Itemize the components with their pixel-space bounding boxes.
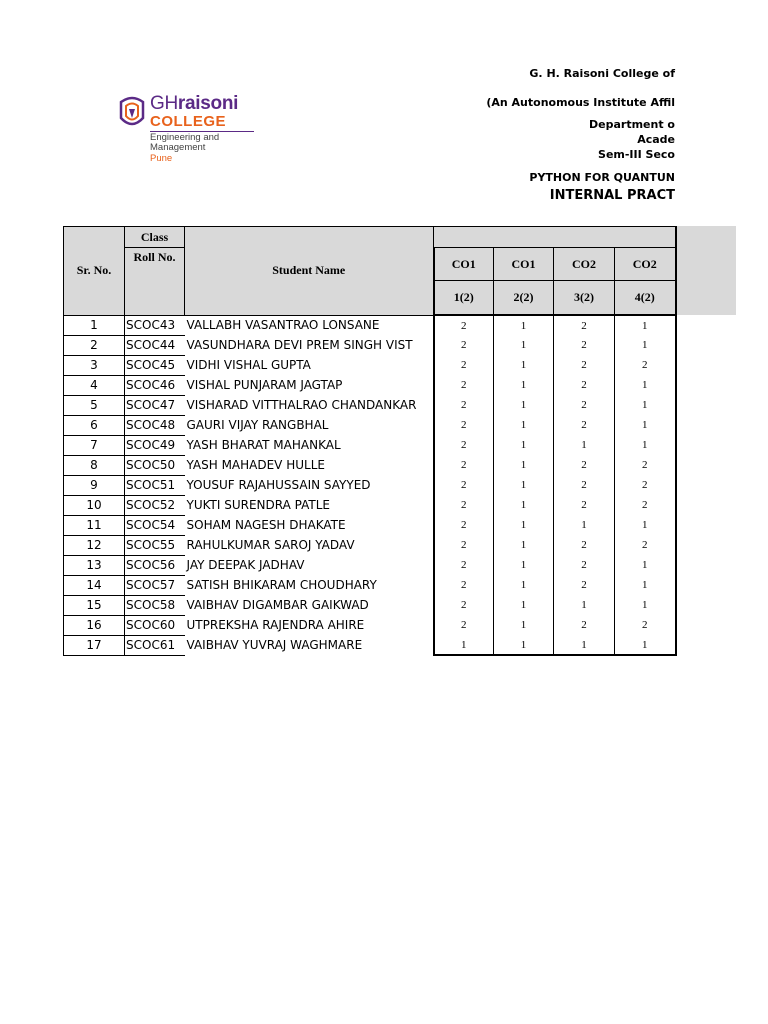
question-header: 3(2) xyxy=(554,281,615,316)
question-header: 1(2) xyxy=(434,281,494,316)
mark-cell: 2 xyxy=(434,495,494,515)
mark-cell: 1 xyxy=(494,415,554,435)
marks-table xyxy=(63,226,677,656)
mark-cell: 1 xyxy=(554,595,615,615)
student-name-cell: VIDHI VISHAL GUPTA xyxy=(186,358,311,372)
col-header-student-name: Student Name xyxy=(185,227,434,316)
student-name-cell: RAHULKUMAR SAROJ YADAV xyxy=(186,538,355,552)
table-row xyxy=(64,315,676,335)
mark-cell: 2 xyxy=(434,315,494,335)
mark-cell: 1 xyxy=(615,395,676,415)
mark-cell: 2 xyxy=(554,415,615,435)
table-row xyxy=(64,495,676,515)
sr-no-cell: 15 xyxy=(64,595,125,615)
roll-no-cell: SCOC48 xyxy=(125,415,185,435)
mark-cell: 2 xyxy=(554,555,615,575)
mark-cell: 2 xyxy=(434,395,494,415)
mark-cell: 2 xyxy=(434,515,494,535)
roll-no-cell: SCOC46 xyxy=(125,375,185,395)
mark-cell: 2 xyxy=(615,475,676,495)
sr-no-cell: 11 xyxy=(64,515,125,535)
sr-no-cell: 13 xyxy=(64,555,125,575)
sr-no-cell: 9 xyxy=(64,475,125,495)
sr-no-cell: 12 xyxy=(64,535,125,555)
co-header: CO1 xyxy=(434,248,494,281)
student-name-cell: YASH MAHADEV HULLE xyxy=(186,458,325,472)
mark-cell: 2 xyxy=(434,355,494,375)
table-row xyxy=(64,355,676,375)
mark-cell: 1 xyxy=(494,615,554,635)
mark-cell: 1 xyxy=(494,595,554,615)
student-name-cell: SATISH BHIKARAM CHOUDHARY xyxy=(186,578,377,592)
co-header-band xyxy=(434,227,676,248)
table-row xyxy=(64,535,676,555)
student-name-cell: JAY DEEPAK JADHAV xyxy=(186,558,305,572)
table-row xyxy=(64,575,676,595)
student-name-cell: GAURI VIJAY RANGBHAL xyxy=(186,418,329,432)
mark-cell: 2 xyxy=(615,535,676,555)
header-autonomous: (An Autonomous Institute Affil xyxy=(486,96,675,109)
mark-cell: 2 xyxy=(615,615,676,635)
mark-cell: 1 xyxy=(494,435,554,455)
mark-cell: 1 xyxy=(434,635,494,655)
college-logo xyxy=(117,92,265,168)
student-name-cell: VALLABH VASANTRAO LONSANE xyxy=(186,318,380,333)
roll-no-cell: SCOC56 xyxy=(125,555,185,575)
sr-no-cell: 4 xyxy=(64,375,125,395)
table-row xyxy=(64,415,676,435)
table-row xyxy=(64,395,676,415)
table-row xyxy=(64,615,676,635)
mark-cell: 1 xyxy=(494,355,554,375)
roll-no-cell: SCOC50 xyxy=(125,455,185,475)
mark-cell: 2 xyxy=(615,455,676,475)
sr-no-cell: 14 xyxy=(64,575,125,595)
mark-cell: 2 xyxy=(434,555,494,575)
mark-cell: 2 xyxy=(434,595,494,615)
sr-no-cell: 5 xyxy=(64,395,125,415)
mark-cell: 1 xyxy=(494,455,554,475)
mark-cell: 1 xyxy=(615,415,676,435)
table-row xyxy=(64,515,676,535)
mark-cell: 1 xyxy=(494,395,554,415)
brand-city: Pune xyxy=(150,153,173,164)
header-department: Department o xyxy=(589,118,675,131)
table-row xyxy=(64,555,676,575)
mark-cell: 2 xyxy=(615,355,676,375)
student-rows xyxy=(64,315,676,655)
mark-cell: 2 xyxy=(554,495,615,515)
header-exam-title: INTERNAL PRACT xyxy=(549,188,675,203)
student-name-cell: VISHARAD VITTHALRAO CHANDANKAR xyxy=(186,398,417,412)
mark-cell: 1 xyxy=(554,515,615,535)
header-grey-band xyxy=(676,226,736,315)
roll-no-cell: SCOC49 xyxy=(125,435,185,455)
mark-cell: 2 xyxy=(434,335,494,355)
mark-cell: 1 xyxy=(494,335,554,355)
col-header-class: Class xyxy=(125,227,185,248)
brand-college: COLLEGE xyxy=(150,113,227,130)
mark-cell: 1 xyxy=(494,495,554,515)
header-academic: Acade xyxy=(637,133,675,146)
header-subject: PYTHON FOR QUANTUN xyxy=(529,171,675,184)
mark-cell: 2 xyxy=(434,615,494,635)
mark-cell: 2 xyxy=(554,615,615,635)
student-name-cell: VAIBHAV YUVRAJ WAGHMARE xyxy=(186,638,363,652)
mark-cell: 1 xyxy=(494,635,554,655)
sr-no-cell: 17 xyxy=(64,635,125,655)
co-header: CO2 xyxy=(554,248,615,281)
student-name-cell: YUKTI SURENDRA PATLE xyxy=(186,498,330,512)
mark-cell: 1 xyxy=(554,435,615,455)
mark-cell: 1 xyxy=(494,575,554,595)
student-name-cell: SOHAM NAGESH DHAKATE xyxy=(186,518,346,532)
mark-cell: 1 xyxy=(615,635,676,655)
sr-no-cell: 7 xyxy=(64,435,125,455)
mark-cell: 1 xyxy=(615,375,676,395)
table-row xyxy=(64,595,676,615)
roll-no-cell: SCOC60 xyxy=(125,615,185,635)
mark-cell: 1 xyxy=(554,635,615,655)
roll-no-cell: SCOC43 xyxy=(125,315,185,335)
mark-cell: 2 xyxy=(554,535,615,555)
mark-cell: 2 xyxy=(434,475,494,495)
roll-no-cell: SCOC54 xyxy=(125,515,185,535)
header-college-name: G. H. Raisoni College of xyxy=(529,67,675,80)
table-row xyxy=(64,635,676,655)
roll-no-cell: SCOC57 xyxy=(125,575,185,595)
roll-no-cell: SCOC61 xyxy=(125,635,185,655)
mark-cell: 1 xyxy=(615,335,676,355)
roll-no-cell: SCOC58 xyxy=(125,595,185,615)
table-row xyxy=(64,335,676,355)
mark-cell: 2 xyxy=(434,575,494,595)
sr-no-cell: 3 xyxy=(64,355,125,375)
roll-no-cell: SCOC52 xyxy=(125,495,185,515)
mark-cell: 1 xyxy=(494,535,554,555)
table-row xyxy=(64,375,676,395)
roll-no-cell: SCOC44 xyxy=(125,335,185,355)
mark-cell: 2 xyxy=(554,475,615,495)
co-header: CO1 xyxy=(494,248,554,281)
mark-cell: 1 xyxy=(494,515,554,535)
roll-no-cell: SCOC45 xyxy=(125,355,185,375)
question-header: 4(2) xyxy=(615,281,676,316)
brand-wordmark: GHraisoni xyxy=(150,93,239,114)
student-name-cell: YASH BHARAT MAHANKAL xyxy=(186,438,341,452)
sr-no-cell: 2 xyxy=(64,335,125,355)
mark-cell: 1 xyxy=(615,515,676,535)
student-name-cell: VISHAL PUNJARAM JAGTAP xyxy=(186,378,343,392)
mark-cell: 2 xyxy=(554,395,615,415)
mark-cell: 1 xyxy=(494,475,554,495)
col-header-roll-no: Roll No. xyxy=(125,248,185,316)
mark-cell: 2 xyxy=(554,455,615,475)
mark-cell: 2 xyxy=(615,495,676,515)
mark-cell: 1 xyxy=(615,435,676,455)
table-row xyxy=(64,435,676,455)
mark-cell: 1 xyxy=(494,375,554,395)
student-name-cell: VASUNDHARA DEVI PREM SINGH VIST xyxy=(186,338,413,352)
sr-no-cell: 16 xyxy=(64,615,125,635)
mark-cell: 2 xyxy=(554,355,615,375)
mark-cell: 2 xyxy=(554,375,615,395)
mark-cell: 2 xyxy=(554,315,615,335)
mark-cell: 1 xyxy=(615,575,676,595)
roll-no-cell: SCOC51 xyxy=(125,475,185,495)
mark-cell: 1 xyxy=(615,595,676,615)
mark-cell: 2 xyxy=(434,455,494,475)
sr-no-cell: 8 xyxy=(64,455,125,475)
mark-cell: 1 xyxy=(494,315,554,335)
mark-cell: 2 xyxy=(434,415,494,435)
student-name-cell: UTPREKSHA RAJENDRA AHIRE xyxy=(186,618,365,632)
mark-cell: 2 xyxy=(554,335,615,355)
table-row xyxy=(64,455,676,475)
brand-subtitle: Engineering and Management xyxy=(150,132,220,153)
roll-no-cell: SCOC47 xyxy=(125,395,185,415)
mark-cell: 2 xyxy=(554,575,615,595)
table-row xyxy=(64,475,676,495)
mark-cell: 1 xyxy=(615,315,676,335)
sr-no-cell: 6 xyxy=(64,415,125,435)
mark-cell: 1 xyxy=(494,555,554,575)
mark-cell: 1 xyxy=(615,555,676,575)
sr-no-cell: 1 xyxy=(64,315,125,335)
student-name-cell: VAIBHAV DIGAMBAR GAIKWAD xyxy=(186,598,369,612)
question-header: 2(2) xyxy=(494,281,554,316)
col-header-sr-no: Sr. No. xyxy=(64,227,125,316)
header-semester: Sem-III Seco xyxy=(598,148,675,161)
mark-cell: 2 xyxy=(434,435,494,455)
roll-no-cell: SCOC55 xyxy=(125,535,185,555)
co-header: CO2 xyxy=(615,248,676,281)
student-name-cell: YOUSUF RAJAHUSSAIN SAYYED xyxy=(186,478,371,492)
raisoni-emblem-icon xyxy=(117,96,147,132)
mark-cell: 2 xyxy=(434,535,494,555)
mark-cell: 2 xyxy=(434,375,494,395)
sr-no-cell: 10 xyxy=(64,495,125,515)
